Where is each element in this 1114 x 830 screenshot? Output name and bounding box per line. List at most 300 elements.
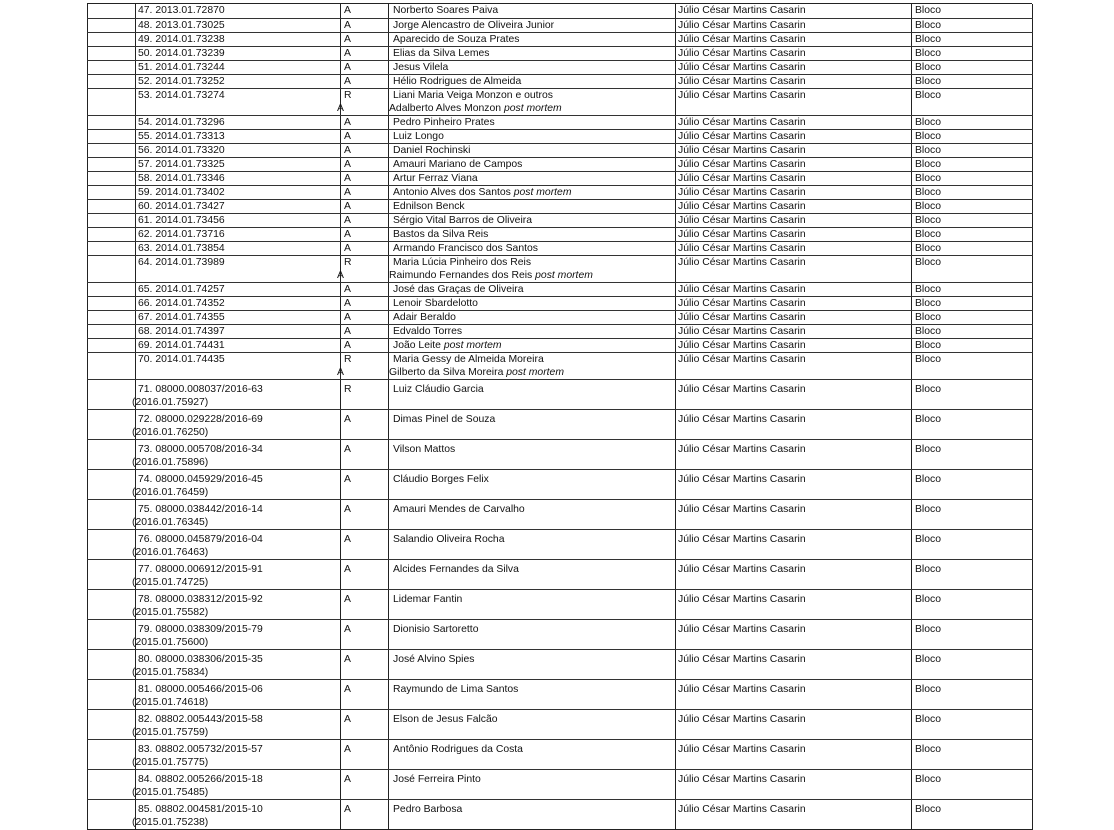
result-code: A <box>344 283 351 295</box>
judgment-type: Bloco <box>915 19 941 31</box>
applicant-cell <box>389 296 676 310</box>
result-code: A <box>344 116 351 128</box>
margin-cell <box>88 18 136 32</box>
result-cell <box>341 157 389 171</box>
rapporteur-cell <box>676 185 912 199</box>
type-cell <box>912 439 1033 469</box>
result-code: A <box>344 773 351 785</box>
margin-cell <box>88 296 136 310</box>
rapporteur-name: Júlio César Martins Casarin <box>678 653 806 665</box>
judgment-type: Bloco <box>915 353 941 365</box>
process-number: 72. 08000.029228/2016-69 <box>138 413 263 425</box>
rapporteur-name: Júlio César Martins Casarin <box>678 383 806 395</box>
result-code-secondary: A <box>337 102 344 114</box>
result-cell <box>341 129 389 143</box>
process-number: 68. 2014.01.74397 <box>138 325 225 337</box>
applicant-name: José Alvino Spies <box>393 653 475 665</box>
result-code: A <box>344 311 351 323</box>
applicant-cell <box>389 439 676 469</box>
process-number-cell <box>132 769 341 799</box>
margin-cell <box>88 213 136 227</box>
type-cell <box>912 4 1033 18</box>
margin-cell <box>88 799 136 829</box>
judgment-type: Bloco <box>915 172 941 184</box>
result-code: R <box>344 383 352 395</box>
process-number: 74. 08000.045929/2016-45 <box>138 473 263 485</box>
document-page <box>87 3 1032 830</box>
type-cell <box>912 143 1033 157</box>
rapporteur-cell <box>676 338 912 352</box>
result-cell <box>341 679 389 709</box>
rapporteur-cell <box>676 559 912 589</box>
margin-cell <box>88 74 136 88</box>
result-code: A <box>344 683 351 695</box>
result-code: A <box>344 473 351 485</box>
process-subnumber: (2016.01.76463) <box>132 546 209 558</box>
judgment-type: Bloco <box>915 158 941 170</box>
type-cell <box>912 338 1033 352</box>
process-number: 59. 2014.01.73402 <box>138 186 225 198</box>
rapporteur-cell <box>676 74 912 88</box>
table-row <box>88 199 1033 213</box>
type-cell <box>912 649 1033 679</box>
rapporteur-name: Júlio César Martins Casarin <box>678 144 806 156</box>
rapporteur-name: Júlio César Martins Casarin <box>678 214 806 226</box>
result-code: A <box>344 803 351 815</box>
type-cell <box>912 74 1033 88</box>
result-cell <box>341 379 389 409</box>
rapporteur-cell <box>676 213 912 227</box>
process-number: 69. 2014.01.74431 <box>138 339 225 351</box>
applicant-cell <box>389 46 676 60</box>
judgment-type: Bloco <box>915 503 941 515</box>
process-number: 55. 2014.01.73313 <box>138 130 225 142</box>
applicant-name: Amauri Mendes de Carvalho <box>393 503 525 515</box>
table-row <box>88 241 1033 255</box>
process-number: 80. 08000.038306/2015-35 <box>138 653 263 665</box>
process-number-cell <box>132 589 341 619</box>
applicant-name: Amauri Mariano de Campos <box>393 158 523 170</box>
process-subnumber: (2015.01.75759) <box>132 726 209 738</box>
applicant-cell <box>389 171 676 185</box>
result-code: A <box>344 743 351 755</box>
judgment-type: Bloco <box>915 623 941 635</box>
table-row <box>88 499 1033 529</box>
result-code: A <box>344 533 351 545</box>
applicant-cell <box>389 649 676 679</box>
process-subnumber: (2015.01.75834) <box>132 666 209 678</box>
applicant-name: Daniel Rochinski <box>393 144 471 156</box>
applicant-cell <box>389 799 676 829</box>
process-number: 71. 08000.008037/2016-63 <box>138 383 263 395</box>
judgment-type: Bloco <box>915 47 941 59</box>
process-number-cell <box>136 32 341 46</box>
post-mortem-note: post mortem <box>443 339 502 351</box>
margin-cell <box>88 255 136 282</box>
post-mortem-note: post mortem <box>513 186 572 198</box>
rapporteur-cell <box>676 310 912 324</box>
type-cell <box>912 171 1033 185</box>
process-number-cell <box>132 439 341 469</box>
process-number: 60. 2014.01.73427 <box>138 200 225 212</box>
rapporteur-name: Júlio César Martins Casarin <box>678 19 806 31</box>
applicant-name: Armando Francisco dos Santos <box>393 242 538 254</box>
table-row <box>88 649 1033 679</box>
table-row <box>88 157 1033 171</box>
process-number-cell <box>132 499 341 529</box>
applicant-cell <box>389 338 676 352</box>
process-number: 64. 2014.01.73989 <box>138 256 225 268</box>
rapporteur-cell <box>676 4 912 18</box>
result-cell <box>341 185 389 199</box>
process-number: 61. 2014.01.73456 <box>138 214 225 226</box>
result-code: A <box>344 503 351 515</box>
result-cell <box>341 529 389 559</box>
applicant-cell <box>389 227 676 241</box>
type-cell <box>912 619 1033 649</box>
margin-cell <box>88 769 136 799</box>
rapporteur-name: Júlio César Martins Casarin <box>678 47 806 59</box>
table-row <box>88 529 1033 559</box>
table-row <box>88 352 1033 379</box>
rapporteur-name: Júlio César Martins Casarin <box>678 533 806 545</box>
process-number-cell <box>136 60 341 74</box>
margin-cell <box>88 32 136 46</box>
result-cell <box>341 74 389 88</box>
rapporteur-cell <box>676 649 912 679</box>
margin-cell <box>88 227 136 241</box>
process-number: 83. 08802.005732/2015-57 <box>138 743 263 755</box>
table-row <box>88 709 1033 739</box>
applicant-name: José das Graças de Oliveira <box>393 283 524 295</box>
result-cell <box>341 213 389 227</box>
applicant-cell <box>389 619 676 649</box>
result-cell <box>341 619 389 649</box>
process-table <box>87 4 1033 830</box>
post-mortem-note: post mortem <box>535 269 593 281</box>
result-code: R <box>344 256 352 268</box>
result-code: R <box>344 353 352 365</box>
applicant-cell <box>389 241 676 255</box>
rapporteur-name: Júlio César Martins Casarin <box>678 743 806 755</box>
process-subnumber: (2016.01.76345) <box>132 516 209 528</box>
type-cell <box>912 469 1033 499</box>
result-code: A <box>344 339 351 351</box>
rapporteur-name: Júlio César Martins Casarin <box>678 803 806 815</box>
table-row <box>88 129 1033 143</box>
process-subnumber: (2015.01.74725) <box>132 576 209 588</box>
process-number-cell <box>136 352 341 379</box>
result-code: A <box>344 623 351 635</box>
rapporteur-cell <box>676 157 912 171</box>
margin-cell <box>88 589 136 619</box>
process-number: 81. 08000.005466/2015-06 <box>138 683 263 695</box>
process-number: 51. 2014.01.73244 <box>138 61 225 73</box>
table-body <box>88 4 1033 829</box>
applicant-cell <box>389 709 676 739</box>
result-code: A <box>344 200 351 212</box>
table-row <box>88 32 1033 46</box>
table-row <box>88 439 1033 469</box>
process-subnumber: (2016.01.75927) <box>132 396 209 408</box>
table-row <box>88 409 1033 439</box>
judgment-type: Bloco <box>915 186 941 198</box>
type-cell <box>912 185 1033 199</box>
applicant-cell <box>389 282 676 296</box>
applicant-name: Elias da Silva Lemes <box>393 47 490 59</box>
margin-cell <box>88 143 136 157</box>
applicant-name: Antonio Alves dos Santos <box>393 186 511 198</box>
result-code: A <box>344 5 351 16</box>
result-code: A <box>344 325 351 337</box>
process-number-cell <box>132 709 341 739</box>
rapporteur-name: Júlio César Martins Casarin <box>678 130 806 142</box>
judgment-type: Bloco <box>915 130 941 142</box>
table-row <box>88 739 1033 769</box>
rapporteur-name: Júlio César Martins Casarin <box>678 325 806 337</box>
result-cell <box>341 709 389 739</box>
result-cell <box>341 60 389 74</box>
table-row <box>88 227 1033 241</box>
rapporteur-cell <box>676 255 912 282</box>
result-code: A <box>344 158 351 170</box>
type-cell <box>912 296 1033 310</box>
process-number: 63. 2014.01.73854 <box>138 242 225 254</box>
rapporteur-name: Júlio César Martins Casarin <box>678 61 806 73</box>
margin-cell <box>88 310 136 324</box>
result-code: A <box>344 75 351 87</box>
rapporteur-cell <box>676 171 912 185</box>
rapporteur-name: Júlio César Martins Casarin <box>678 593 806 605</box>
applicant-cell <box>389 143 676 157</box>
judgment-type: Bloco <box>915 563 941 575</box>
judgment-type: Bloco <box>915 413 941 425</box>
process-number: 77. 08000.006912/2015-91 <box>138 563 263 575</box>
applicant-cell <box>389 129 676 143</box>
rapporteur-name: Júlio César Martins Casarin <box>678 228 806 240</box>
table-row <box>88 74 1033 88</box>
result-cell <box>341 46 389 60</box>
process-number-cell <box>136 185 341 199</box>
process-number: 47. 2013.01.72870 <box>138 5 225 16</box>
type-cell <box>912 769 1033 799</box>
type-cell <box>912 379 1033 409</box>
process-number-cell <box>136 129 341 143</box>
type-cell <box>912 199 1033 213</box>
rapporteur-cell <box>676 32 912 46</box>
rapporteur-cell <box>676 379 912 409</box>
process-subnumber: (2015.01.75582) <box>132 606 209 618</box>
type-cell <box>912 310 1033 324</box>
applicant-cell <box>389 529 676 559</box>
rapporteur-name: Júlio César Martins Casarin <box>678 713 806 725</box>
applicant-cell <box>389 213 676 227</box>
type-cell <box>912 324 1033 338</box>
process-number: 79. 08000.038309/2015-79 <box>138 623 263 635</box>
applicant-cell <box>389 589 676 619</box>
process-number: 54. 2014.01.73296 <box>138 116 225 128</box>
process-number: 73. 08000.005708/2016-34 <box>138 443 263 455</box>
result-cell <box>341 199 389 213</box>
table-row <box>88 379 1033 409</box>
process-number: 70. 2014.01.74435 <box>138 353 225 365</box>
process-number-cell <box>136 157 341 171</box>
rapporteur-cell <box>676 439 912 469</box>
applicant-cell <box>389 352 676 379</box>
result-cell <box>341 171 389 185</box>
result-cell <box>341 4 389 18</box>
process-subnumber: (2016.01.76250) <box>132 426 209 438</box>
process-number-cell <box>132 529 341 559</box>
process-number-cell <box>132 409 341 439</box>
table-row <box>88 255 1033 282</box>
process-number: 48. 2013.01.73025 <box>138 19 225 31</box>
result-cell <box>341 338 389 352</box>
result-code: R <box>344 89 352 101</box>
rapporteur-name: Júlio César Martins Casarin <box>678 186 806 198</box>
result-code: A <box>344 214 351 226</box>
applicant-name-secondary: Adalberto Alves Monzon <box>389 102 502 114</box>
process-number-cell <box>136 310 341 324</box>
result-cell <box>337 352 389 379</box>
applicant-name: José Ferreira Pinto <box>393 773 481 785</box>
applicant-cell <box>389 185 676 199</box>
judgment-type: Bloco <box>915 713 941 725</box>
type-cell <box>912 241 1033 255</box>
margin-cell <box>88 709 136 739</box>
process-number-cell <box>136 171 341 185</box>
applicant-name: Antônio Rodrigues da Costa <box>393 743 523 755</box>
process-number: 62. 2014.01.73716 <box>138 228 225 240</box>
type-cell <box>912 529 1033 559</box>
margin-cell <box>88 338 136 352</box>
type-cell <box>912 559 1033 589</box>
applicant-name: Liani Maria Veiga Monzon e outros <box>393 89 553 101</box>
process-subnumber: (2015.01.74618) <box>132 696 209 708</box>
applicant-cell <box>389 115 676 129</box>
judgment-type: Bloco <box>915 242 941 254</box>
rapporteur-cell <box>676 88 912 115</box>
applicant-cell <box>389 559 676 589</box>
applicant-name: Alcides Fernandes da Silva <box>393 563 519 575</box>
judgment-type: Bloco <box>915 214 941 226</box>
process-number-cell <box>136 282 341 296</box>
rapporteur-cell <box>676 352 912 379</box>
process-subnumber: (2016.01.76459) <box>132 486 209 498</box>
process-number-cell <box>136 255 341 282</box>
process-subnumber: (2015.01.75600) <box>132 636 209 648</box>
applicant-name: Bastos da Silva Reis <box>393 228 489 240</box>
applicant-name: Salandio Oliveira Rocha <box>393 533 505 545</box>
result-cell <box>341 32 389 46</box>
type-cell <box>912 18 1033 32</box>
type-cell <box>912 32 1033 46</box>
rapporteur-name: Júlio César Martins Casarin <box>678 473 806 485</box>
result-code: A <box>344 563 351 575</box>
judgment-type: Bloco <box>915 443 941 455</box>
rapporteur-cell <box>676 499 912 529</box>
rapporteur-cell <box>676 227 912 241</box>
rapporteur-name: Júlio César Martins Casarin <box>678 311 806 323</box>
margin-cell <box>88 352 136 379</box>
process-number: 53. 2014.01.73274 <box>138 89 225 101</box>
process-number-cell <box>136 296 341 310</box>
judgment-type: Bloco <box>915 383 941 395</box>
applicant-cell <box>389 310 676 324</box>
result-cell <box>341 18 389 32</box>
result-code: A <box>344 19 351 31</box>
table-row <box>88 4 1033 18</box>
rapporteur-cell <box>676 46 912 60</box>
judgment-type: Bloco <box>915 5 941 16</box>
result-cell <box>341 241 389 255</box>
type-cell <box>912 227 1033 241</box>
result-cell <box>341 115 389 129</box>
rapporteur-cell <box>676 282 912 296</box>
rapporteur-cell <box>676 409 912 439</box>
result-cell <box>341 589 389 619</box>
rapporteur-cell <box>676 143 912 157</box>
type-cell <box>912 157 1033 171</box>
applicant-cell <box>389 4 676 18</box>
applicant-cell <box>389 324 676 338</box>
rapporteur-cell <box>676 769 912 799</box>
process-number-cell <box>136 213 341 227</box>
judgment-type: Bloco <box>915 33 941 45</box>
result-cell <box>341 769 389 799</box>
margin-cell <box>88 324 136 338</box>
applicant-name: Dionisio Sartoretto <box>393 623 479 635</box>
table-row <box>88 799 1033 829</box>
result-code: A <box>344 130 351 142</box>
judgment-type: Bloco <box>915 256 941 268</box>
type-cell <box>912 709 1033 739</box>
rapporteur-name: Júlio César Martins Casarin <box>678 683 806 695</box>
rapporteur-cell <box>676 619 912 649</box>
process-number-cell <box>136 4 341 18</box>
process-number: 65. 2014.01.74257 <box>138 283 225 295</box>
result-cell <box>341 282 389 296</box>
table-row <box>88 769 1033 799</box>
applicant-name: Norberto Soares Paiva <box>393 5 499 16</box>
result-cell <box>341 409 389 439</box>
table-row <box>88 115 1033 129</box>
type-cell <box>912 409 1033 439</box>
rapporteur-cell <box>676 589 912 619</box>
rapporteur-name: Júlio César Martins Casarin <box>678 563 806 575</box>
applicant-cell <box>389 739 676 769</box>
result-cell <box>341 227 389 241</box>
process-number-cell <box>132 679 341 709</box>
margin-cell <box>88 88 136 115</box>
process-number-cell <box>132 649 341 679</box>
applicant-cell <box>389 157 676 171</box>
margin-cell <box>88 649 136 679</box>
applicant-name: Pedro Barbosa <box>393 803 463 815</box>
result-code: A <box>344 47 351 59</box>
rapporteur-name: Júlio César Martins Casarin <box>678 33 806 45</box>
applicant-name: Vilson Mattos <box>393 443 456 455</box>
margin-cell <box>88 282 136 296</box>
table-row <box>88 171 1033 185</box>
result-cell <box>341 799 389 829</box>
applicant-cell <box>389 88 676 115</box>
rapporteur-name: Júlio César Martins Casarin <box>678 773 806 785</box>
result-code: A <box>344 172 351 184</box>
result-code: A <box>344 228 351 240</box>
table-row <box>88 143 1033 157</box>
type-cell <box>912 282 1033 296</box>
